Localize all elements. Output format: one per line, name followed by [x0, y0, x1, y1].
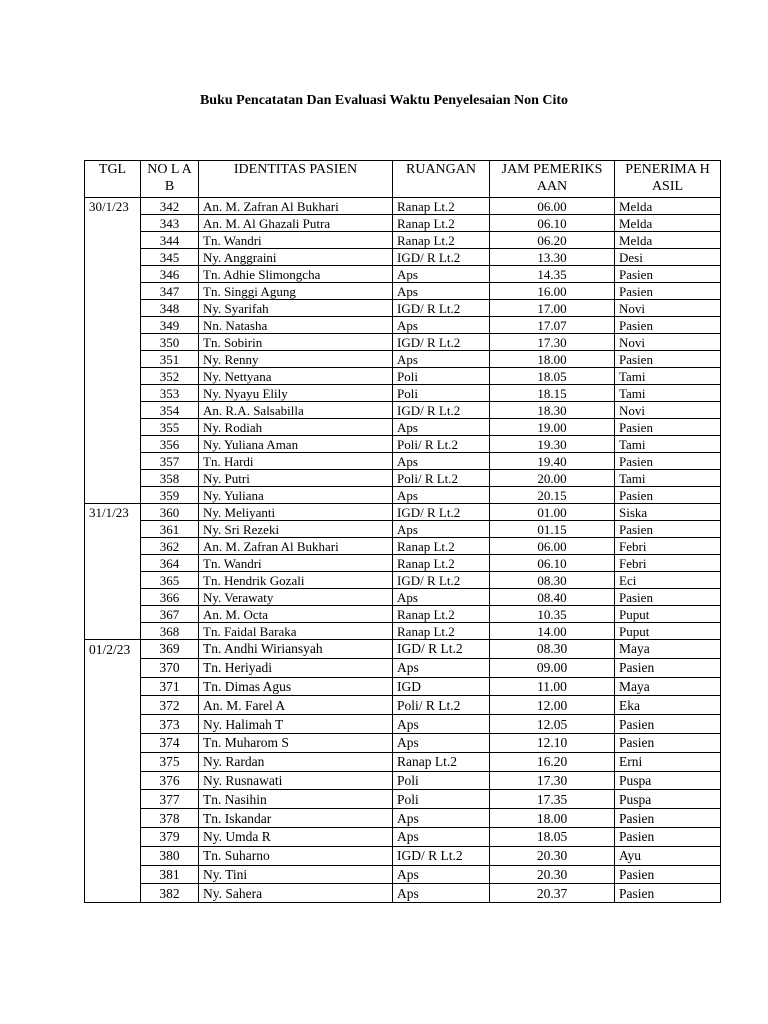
cell-no-lab: 358	[141, 470, 199, 487]
cell-penerima-hasil: Tami	[615, 385, 721, 402]
cell-tgl	[85, 827, 141, 846]
cell-no-lab: 349	[141, 317, 199, 334]
table-row	[85, 300, 721, 317]
cell-ruangan: Aps	[393, 351, 490, 368]
table-row	[85, 790, 721, 809]
cell-tgl	[85, 790, 141, 809]
cell-no-lab: 344	[141, 232, 199, 249]
cell-identitas-pasien: Ny. Rusnawati	[199, 771, 393, 790]
cell-no-lab: 362	[141, 538, 199, 555]
cell-tgl	[85, 572, 141, 589]
cell-tgl	[85, 733, 141, 752]
cell-jam-pemeriksaan: 20.30	[490, 846, 615, 865]
cell-jam-pemeriksaan: 17.07	[490, 317, 615, 334]
cell-ruangan: Poli/ R Lt.2	[393, 436, 490, 453]
cell-tgl	[85, 351, 141, 368]
cell-penerima-hasil: Pasien	[615, 283, 721, 300]
cell-jam-pemeriksaan: 17.30	[490, 771, 615, 790]
cell-tgl: 01/2/23	[85, 640, 141, 659]
cell-identitas-pasien: Tn. Nasihin	[199, 790, 393, 809]
cell-tgl	[85, 453, 141, 470]
cell-ruangan: Aps	[393, 865, 490, 884]
cell-ruangan: Aps	[393, 317, 490, 334]
cell-jam-pemeriksaan: 20.00	[490, 470, 615, 487]
cell-tgl	[85, 658, 141, 677]
cell-jam-pemeriksaan: 16.00	[490, 283, 615, 300]
cell-ruangan: Aps	[393, 487, 490, 504]
cell-no-lab: 350	[141, 334, 199, 351]
cell-identitas-pasien: Tn. Hendrik Gozali	[199, 572, 393, 589]
cell-jam-pemeriksaan: 19.40	[490, 453, 615, 470]
cell-ruangan: Ranap Lt.2	[393, 198, 490, 215]
cell-ruangan: Poli/ R Lt.2	[393, 470, 490, 487]
cell-identitas-pasien: An. M. Farel A	[199, 696, 393, 715]
table-row	[85, 572, 721, 589]
table-row	[85, 198, 721, 215]
cell-identitas-pasien: An. M. Octa	[199, 606, 393, 623]
cell-penerima-hasil: Tami	[615, 436, 721, 453]
cell-jam-pemeriksaan: 17.30	[490, 334, 615, 351]
table-row	[85, 771, 721, 790]
cell-no-lab: 352	[141, 368, 199, 385]
cell-tgl	[85, 809, 141, 828]
cell-no-lab: 346	[141, 266, 199, 283]
cell-identitas-pasien: Ny. Tini	[199, 865, 393, 884]
table-body	[85, 198, 721, 903]
table-row	[85, 249, 721, 266]
cell-jam-pemeriksaan: 18.05	[490, 368, 615, 385]
cell-no-lab: 364	[141, 555, 199, 572]
cell-identitas-pasien: Nn. Natasha	[199, 317, 393, 334]
cell-no-lab: 360	[141, 504, 199, 521]
cell-identitas-pasien: Tn. Adhie Slimongcha	[199, 266, 393, 283]
header-penerima-hasil: PENERIMA HASIL	[615, 161, 721, 198]
cell-tgl	[85, 752, 141, 771]
cell-tgl	[85, 846, 141, 865]
table-row	[85, 317, 721, 334]
cell-ruangan: Aps	[393, 715, 490, 734]
cell-penerima-hasil: Eka	[615, 696, 721, 715]
cell-identitas-pasien: An. R.A. Salsabilla	[199, 402, 393, 419]
cell-ruangan: Aps	[393, 419, 490, 436]
cell-identitas-pasien: Tn. Iskandar	[199, 809, 393, 828]
cell-jam-pemeriksaan: 18.00	[490, 809, 615, 828]
cell-ruangan: IGD	[393, 677, 490, 696]
cell-no-lab: 365	[141, 572, 199, 589]
cell-jam-pemeriksaan: 14.35	[490, 266, 615, 283]
cell-penerima-hasil: Pasien	[615, 521, 721, 538]
cell-jam-pemeriksaan: 14.00	[490, 623, 615, 640]
cell-tgl	[85, 521, 141, 538]
cell-jam-pemeriksaan: 18.05	[490, 827, 615, 846]
cell-ruangan: Poli	[393, 368, 490, 385]
cell-identitas-pasien: Ny. Meliyanti	[199, 504, 393, 521]
cell-identitas-pasien: Ny. Nettyana	[199, 368, 393, 385]
cell-no-lab: 369	[141, 640, 199, 659]
cell-jam-pemeriksaan: 18.00	[490, 351, 615, 368]
cell-tgl	[85, 317, 141, 334]
table-row	[85, 884, 721, 903]
cell-jam-pemeriksaan: 12.00	[490, 696, 615, 715]
cell-jam-pemeriksaan: 19.00	[490, 419, 615, 436]
cell-no-lab: 376	[141, 771, 199, 790]
table-row	[85, 436, 721, 453]
cell-penerima-hasil: Pasien	[615, 487, 721, 504]
table-row	[85, 538, 721, 555]
cell-penerima-hasil: Melda	[615, 215, 721, 232]
cell-no-lab: 357	[141, 453, 199, 470]
cell-no-lab: 343	[141, 215, 199, 232]
cell-penerima-hasil: Puput	[615, 606, 721, 623]
cell-jam-pemeriksaan: 17.00	[490, 300, 615, 317]
cell-tgl	[85, 385, 141, 402]
table-row	[85, 402, 721, 419]
cell-no-lab: 348	[141, 300, 199, 317]
cell-penerima-hasil: Pasien	[615, 453, 721, 470]
cell-penerima-hasil: Puspa	[615, 790, 721, 809]
cell-ruangan: Aps	[393, 453, 490, 470]
cell-tgl	[85, 606, 141, 623]
cell-penerima-hasil: Erni	[615, 752, 721, 771]
cell-identitas-pasien: Tn. Wandri	[199, 232, 393, 249]
cell-identitas-pasien: Tn. Sobirin	[199, 334, 393, 351]
cell-tgl	[85, 419, 141, 436]
cell-identitas-pasien: An. M. Zafran Al Bukhari	[199, 538, 393, 555]
cell-no-lab: 368	[141, 623, 199, 640]
cell-tgl	[85, 334, 141, 351]
cell-identitas-pasien: Ny. Verawaty	[199, 589, 393, 606]
cell-penerima-hasil: Novi	[615, 402, 721, 419]
cell-ruangan: Ranap Lt.2	[393, 606, 490, 623]
cell-jam-pemeriksaan: 10.35	[490, 606, 615, 623]
cell-penerima-hasil: Novi	[615, 334, 721, 351]
cell-jam-pemeriksaan: 08.30	[490, 640, 615, 659]
cell-identitas-pasien: Tn. Wandri	[199, 555, 393, 572]
cell-jam-pemeriksaan: 11.00	[490, 677, 615, 696]
cell-identitas-pasien: Ny. Sri Rezeki	[199, 521, 393, 538]
cell-ruangan: IGD/ R Lt.2	[393, 300, 490, 317]
cell-identitas-pasien: Tn. Andhi Wiriansyah	[199, 640, 393, 659]
cell-tgl	[85, 368, 141, 385]
cell-penerima-hasil: Tami	[615, 470, 721, 487]
cell-ruangan: IGD/ R Lt.2	[393, 504, 490, 521]
cell-tgl	[85, 589, 141, 606]
cell-jam-pemeriksaan: 06.10	[490, 555, 615, 572]
cell-identitas-pasien: Ny. Yuliana	[199, 487, 393, 504]
cell-jam-pemeriksaan: 17.35	[490, 790, 615, 809]
cell-penerima-hasil: Maya	[615, 677, 721, 696]
cell-ruangan: Aps	[393, 521, 490, 538]
cell-identitas-pasien: Tn. Muharom S	[199, 733, 393, 752]
cell-tgl	[85, 436, 141, 453]
table-row	[85, 521, 721, 538]
cell-tgl	[85, 283, 141, 300]
cell-tgl	[85, 300, 141, 317]
cell-penerima-hasil: Pasien	[615, 658, 721, 677]
cell-no-lab: 373	[141, 715, 199, 734]
cell-no-lab: 379	[141, 827, 199, 846]
header-identitas-pasien: IDENTITAS PASIEN	[199, 161, 393, 198]
cell-ruangan: IGD/ R Lt.2	[393, 846, 490, 865]
cell-tgl	[85, 232, 141, 249]
cell-penerima-hasil: Siska	[615, 504, 721, 521]
cell-tgl	[85, 266, 141, 283]
table-row	[85, 623, 721, 640]
table-row	[85, 846, 721, 865]
table-row	[85, 419, 721, 436]
cell-penerima-hasil: Eci	[615, 572, 721, 589]
cell-penerima-hasil: Pasien	[615, 733, 721, 752]
cell-tgl	[85, 538, 141, 555]
cell-no-lab: 377	[141, 790, 199, 809]
cell-penerima-hasil: Melda	[615, 232, 721, 249]
cell-penerima-hasil: Pasien	[615, 827, 721, 846]
cell-no-lab: 356	[141, 436, 199, 453]
cell-tgl	[85, 249, 141, 266]
cell-jam-pemeriksaan: 06.20	[490, 232, 615, 249]
table-row	[85, 715, 721, 734]
cell-jam-pemeriksaan: 06.00	[490, 198, 615, 215]
cell-tgl	[85, 623, 141, 640]
cell-no-lab: 359	[141, 487, 199, 504]
table-row	[85, 487, 721, 504]
header-jam-pemeriksaan: JAM PEMERIKS AAN	[490, 161, 615, 198]
cell-ruangan: Aps	[393, 266, 490, 283]
cell-jam-pemeriksaan: 06.10	[490, 215, 615, 232]
header-no-lab: NO L AB	[141, 161, 199, 198]
cell-penerima-hasil: Ayu	[615, 846, 721, 865]
cell-ruangan: Ranap Lt.2	[393, 752, 490, 771]
table-row	[85, 658, 721, 677]
table-row	[85, 385, 721, 402]
table-row	[85, 606, 721, 623]
cell-jam-pemeriksaan: 08.40	[490, 589, 615, 606]
cell-jam-pemeriksaan: 20.15	[490, 487, 615, 504]
cell-identitas-pasien: Ny. Yuliana Aman	[199, 436, 393, 453]
cell-identitas-pasien: Tn. Suharno	[199, 846, 393, 865]
table-row	[85, 283, 721, 300]
cell-jam-pemeriksaan: 01.15	[490, 521, 615, 538]
cell-no-lab: 371	[141, 677, 199, 696]
cell-penerima-hasil: Puspa	[615, 771, 721, 790]
cell-ruangan: Aps	[393, 283, 490, 300]
cell-penerima-hasil: Maya	[615, 640, 721, 659]
cell-jam-pemeriksaan: 20.30	[490, 865, 615, 884]
cell-ruangan: Ranap Lt.2	[393, 215, 490, 232]
cell-ruangan: IGD/ R Lt.2	[393, 249, 490, 266]
cell-no-lab: 367	[141, 606, 199, 623]
cell-penerima-hasil: Pasien	[615, 865, 721, 884]
cell-ruangan: IGD/ R Lt.2	[393, 334, 490, 351]
cell-ruangan: Ranap Lt.2	[393, 538, 490, 555]
cell-no-lab: 366	[141, 589, 199, 606]
cell-penerima-hasil: Novi	[615, 300, 721, 317]
cell-identitas-pasien: An. M. Zafran Al Bukhari	[199, 198, 393, 215]
cell-ruangan: Aps	[393, 809, 490, 828]
table-row	[85, 589, 721, 606]
cell-tgl	[85, 215, 141, 232]
cell-tgl	[85, 696, 141, 715]
cell-tgl	[85, 884, 141, 903]
cell-tgl	[85, 715, 141, 734]
cell-jam-pemeriksaan: 20.37	[490, 884, 615, 903]
cell-ruangan: Ranap Lt.2	[393, 232, 490, 249]
table-row	[85, 504, 721, 521]
cell-jam-pemeriksaan: 12.10	[490, 733, 615, 752]
cell-ruangan: IGD/ R Lt.2	[393, 572, 490, 589]
cell-penerima-hasil: Pasien	[615, 589, 721, 606]
cell-no-lab: 374	[141, 733, 199, 752]
table-row	[85, 865, 721, 884]
cell-jam-pemeriksaan: 01.00	[490, 504, 615, 521]
cell-penerima-hasil: Pasien	[615, 715, 721, 734]
cell-ruangan: Poli/ R Lt.2	[393, 696, 490, 715]
cell-tgl	[85, 470, 141, 487]
cell-identitas-pasien: Ny. Syarifah	[199, 300, 393, 317]
cell-no-lab: 355	[141, 419, 199, 436]
cell-identitas-pasien: Tn. Dimas Agus	[199, 677, 393, 696]
cell-tgl: 31/1/23	[85, 504, 141, 521]
table-row	[85, 696, 721, 715]
cell-no-lab: 380	[141, 846, 199, 865]
table-row	[85, 470, 721, 487]
table-row	[85, 232, 721, 249]
cell-penerima-hasil: Pasien	[615, 419, 721, 436]
cell-no-lab: 378	[141, 809, 199, 828]
cell-penerima-hasil: Desi	[615, 249, 721, 266]
cell-no-lab: 342	[141, 198, 199, 215]
header-tgl: TGL	[85, 161, 141, 198]
cell-ruangan: Poli	[393, 771, 490, 790]
cell-jam-pemeriksaan: 08.30	[490, 572, 615, 589]
cell-ruangan: Aps	[393, 827, 490, 846]
cell-penerima-hasil: Pasien	[615, 351, 721, 368]
cell-no-lab: 382	[141, 884, 199, 903]
cell-jam-pemeriksaan: 13.30	[490, 249, 615, 266]
cell-penerima-hasil: Puput	[615, 623, 721, 640]
cell-ruangan: Poli	[393, 790, 490, 809]
cell-jam-pemeriksaan: 18.30	[490, 402, 615, 419]
cell-jam-pemeriksaan: 19.30	[490, 436, 615, 453]
cell-identitas-pasien: Tn. Singgi Agung	[199, 283, 393, 300]
cell-tgl	[85, 771, 141, 790]
cell-identitas-pasien: Tn. Hardi	[199, 453, 393, 470]
cell-ruangan: IGD/ R Lt.2	[393, 402, 490, 419]
table-row	[85, 266, 721, 283]
cell-penerima-hasil: Melda	[615, 198, 721, 215]
cell-ruangan: Aps	[393, 884, 490, 903]
cell-identitas-pasien: Ny. Nyayu Elily	[199, 385, 393, 402]
cell-identitas-pasien: Tn. Faidal Baraka	[199, 623, 393, 640]
table-row	[85, 809, 721, 828]
table-row	[85, 368, 721, 385]
table-row	[85, 752, 721, 771]
cell-ruangan: Ranap Lt.2	[393, 623, 490, 640]
cell-jam-pemeriksaan: 18.15	[490, 385, 615, 402]
table-row	[85, 733, 721, 752]
cell-ruangan: Aps	[393, 658, 490, 677]
cell-tgl	[85, 677, 141, 696]
table-row	[85, 677, 721, 696]
cell-identitas-pasien: Ny. Halimah T	[199, 715, 393, 734]
cell-penerima-hasil: Febri	[615, 538, 721, 555]
cell-tgl	[85, 865, 141, 884]
cell-ruangan: IGD/ R Lt.2	[393, 640, 490, 659]
cell-penerima-hasil: Pasien	[615, 884, 721, 903]
cell-tgl	[85, 402, 141, 419]
cell-identitas-pasien: Ny. Rodiah	[199, 419, 393, 436]
cell-no-lab: 347	[141, 283, 199, 300]
cell-no-lab: 354	[141, 402, 199, 419]
cell-tgl: 30/1/23	[85, 198, 141, 215]
cell-no-lab: 372	[141, 696, 199, 715]
cell-identitas-pasien: Ny. Putri	[199, 470, 393, 487]
cell-penerima-hasil: Pasien	[615, 266, 721, 283]
cell-no-lab: 345	[141, 249, 199, 266]
cell-identitas-pasien: An. M. Al Ghazali Putra	[199, 215, 393, 232]
cell-ruangan: Aps	[393, 733, 490, 752]
cell-jam-pemeriksaan: 06.00	[490, 538, 615, 555]
table-row	[85, 334, 721, 351]
cell-ruangan: Aps	[393, 589, 490, 606]
cell-no-lab: 361	[141, 521, 199, 538]
cell-identitas-pasien: Ny. Renny	[199, 351, 393, 368]
header-row	[85, 161, 721, 198]
cell-no-lab: 353	[141, 385, 199, 402]
cell-identitas-pasien: Ny. Umda R	[199, 827, 393, 846]
cell-jam-pemeriksaan: 09.00	[490, 658, 615, 677]
table-row	[85, 351, 721, 368]
table-row	[85, 827, 721, 846]
cell-ruangan: Ranap Lt.2	[393, 555, 490, 572]
table-row	[85, 453, 721, 470]
cell-tgl	[85, 487, 141, 504]
cell-identitas-pasien: Tn. Heriyadi	[199, 658, 393, 677]
cell-ruangan: Poli	[393, 385, 490, 402]
cell-no-lab: 381	[141, 865, 199, 884]
cell-penerima-hasil: Pasien	[615, 809, 721, 828]
cell-identitas-pasien: Ny. Sahera	[199, 884, 393, 903]
cell-no-lab: 375	[141, 752, 199, 771]
page-title: Buku Pencatatan Dan Evaluasi Waktu Penyelesaian Non Cito	[199, 93, 569, 108]
cell-penerima-hasil: Tami	[615, 368, 721, 385]
cell-tgl	[85, 555, 141, 572]
cell-penerima-hasil: Febri	[615, 555, 721, 572]
cell-jam-pemeriksaan: 12.05	[490, 715, 615, 734]
table-row	[85, 215, 721, 232]
cell-penerima-hasil: Pasien	[615, 317, 721, 334]
cell-identitas-pasien: Ny. Anggraini	[199, 249, 393, 266]
table-row	[85, 555, 721, 572]
header-ruangan: RUANGAN	[393, 161, 490, 198]
cell-no-lab: 351	[141, 351, 199, 368]
lab-log-table	[84, 160, 721, 903]
cell-no-lab: 370	[141, 658, 199, 677]
cell-identitas-pasien: Ny. Rardan	[199, 752, 393, 771]
table-row	[85, 640, 721, 659]
cell-jam-pemeriksaan: 16.20	[490, 752, 615, 771]
